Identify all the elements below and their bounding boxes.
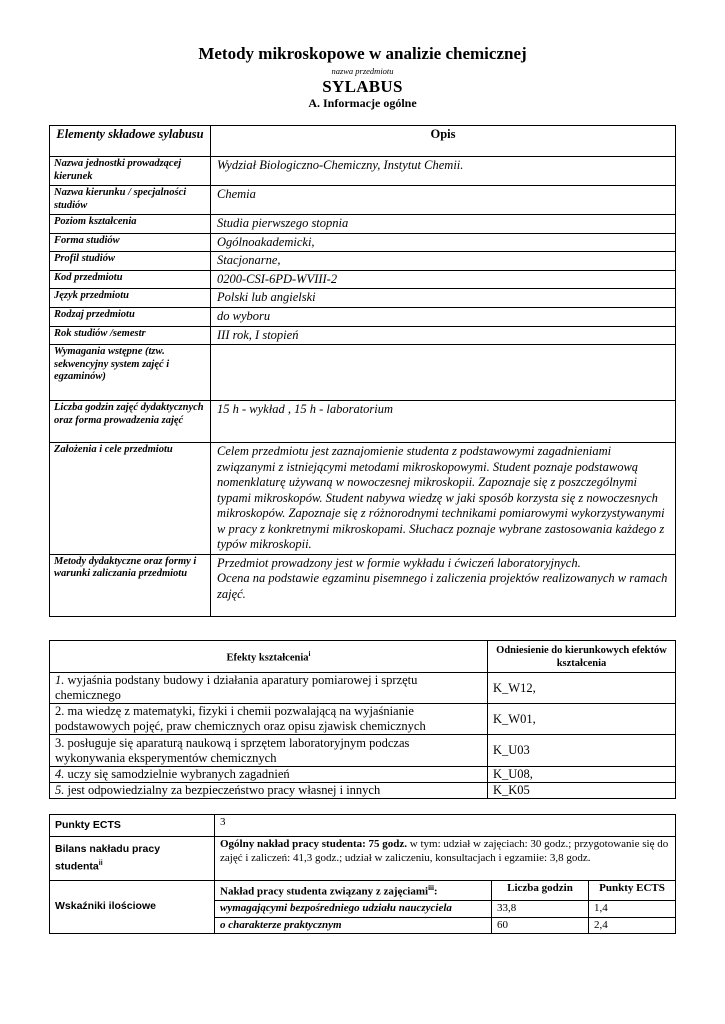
indicator-points: 1,4 bbox=[589, 901, 676, 918]
row-key: Język przedmiotu bbox=[50, 289, 211, 308]
table-row bbox=[50, 345, 676, 401]
row-key: Metody dydaktyczne oraz formy i warunki zaliczania przedmiotu bbox=[50, 554, 211, 616]
row-value bbox=[211, 345, 676, 401]
table-row bbox=[50, 815, 676, 837]
section-heading: A. Informacje ogólne bbox=[308, 96, 417, 110]
indicator-label: wymagającymi bezpośredniego udziału nauczyciela bbox=[215, 901, 492, 918]
table-header-row bbox=[50, 126, 676, 157]
table-row bbox=[50, 704, 676, 735]
table-row bbox=[50, 735, 676, 767]
table-row bbox=[50, 270, 676, 289]
indicator-hours: 60 bbox=[492, 917, 589, 934]
table-row bbox=[50, 837, 676, 881]
workload-total: Ogólny nakład pracy studenta: 75 godz. bbox=[220, 838, 408, 850]
row-key: Rok studiów /semestr bbox=[50, 326, 211, 345]
table-row bbox=[50, 554, 676, 616]
outcome-description: posługuje się aparaturą naukową i sprzętem laboratoryjnym podczas wykonywania eksperymentów chemicznych bbox=[55, 735, 410, 765]
row-key: Założenia i cele przedmiotu bbox=[50, 443, 211, 555]
outcome-description: jest odpowiedzialny za bezpieczeństwo pracy własnej i innych bbox=[67, 783, 381, 797]
table-row bbox=[50, 233, 676, 252]
row-value: do wyboru bbox=[211, 307, 676, 326]
row-value: Celem przedmiotu jest zaznajomienie studenta z podstawowymi zagadnieniami związanymi z istniejącymi metodami mikroskopowymi. Student poznaje podstawową nomenklaturę używaną w nowoczesnej mikroskopii. Zapoznaje się z poszczególnymi typami mikroskopów. Student nabywa wiedzę w jaki sposób korzysta się z nowoczesnych mikroskopów. Zapoznaje się z różnorodnymi technikami pomiarowymi wykorzystywanymi w pracy z konkretnymi mikroskopami. Słuchacz poznaje wybrane zastosowania każdego z typów mikroskopii. bbox=[211, 443, 676, 555]
column-header-elements: Elementy składowe sylabusu bbox=[50, 126, 211, 157]
outcome-text bbox=[50, 673, 488, 704]
table-row bbox=[50, 881, 676, 901]
outcome-description: wyjaśnia podstany budowy i działania aparatury pomiarowej i sprzętu chemicznego bbox=[55, 673, 418, 702]
ects-value: 3 bbox=[215, 815, 676, 837]
row-key: Profil studiów bbox=[50, 252, 211, 271]
column-header-outcomes bbox=[50, 641, 488, 673]
outcome-number: 5. bbox=[55, 783, 65, 797]
outcome-text bbox=[50, 767, 488, 783]
learning-outcomes-table bbox=[49, 640, 676, 799]
ects-label: Punkty ECTS bbox=[50, 815, 215, 837]
outcome-code: K_W12, bbox=[488, 673, 676, 704]
row-key: Rodzaj przedmiotu bbox=[50, 307, 211, 326]
row-value: Wydział Biologiczno-Chemiczny, Instytut Chemii. bbox=[211, 157, 676, 186]
outcome-number: 1. bbox=[55, 673, 65, 687]
table-row bbox=[50, 326, 676, 345]
indicator-label: o charakterze praktycznym bbox=[215, 917, 492, 934]
table-row bbox=[50, 157, 676, 186]
indicators-header-workload bbox=[215, 881, 492, 901]
indicator-hours: 33,8 bbox=[492, 901, 589, 918]
row-value: 15 h - wykład , 15 h - laboratorium bbox=[211, 401, 676, 443]
outcome-number: 4. bbox=[55, 767, 65, 781]
indicators-header-points: Punkty ECTS bbox=[589, 881, 676, 901]
table-row bbox=[50, 401, 676, 443]
table-row bbox=[50, 215, 676, 234]
workload-value bbox=[215, 837, 676, 881]
outcome-code: K_U03 bbox=[488, 735, 676, 767]
table-row bbox=[50, 673, 676, 704]
workload-details: w tym: udział w zajęciach: 30 godz.; przygotowanie się do zajęć i zaliczeń: 41,3 godz.; udział w zaliczeniu, konsultacjach i egzamiie: 3,8 godz. bbox=[220, 838, 669, 864]
outcome-number: 2. bbox=[55, 704, 65, 718]
outcome-text bbox=[50, 704, 488, 735]
table-row bbox=[50, 252, 676, 271]
table-row bbox=[50, 186, 676, 215]
document-subtitle: nazwa przedmiotu bbox=[331, 66, 394, 76]
outcome-code: K_U08, bbox=[488, 767, 676, 783]
row-value: Stacjonarne, bbox=[211, 252, 676, 271]
row-key: Liczba godzin zajęć dydaktycznych oraz forma prowadzenia zajęć bbox=[50, 401, 211, 443]
outcome-code: K_K05 bbox=[488, 783, 676, 799]
outcome-code: K_W01, bbox=[488, 704, 676, 735]
indicators-header-workload-text: Nakład pracy studenta związany z zajęciami bbox=[220, 885, 429, 898]
general-info-table bbox=[49, 125, 676, 617]
footnote-marker: i bbox=[308, 650, 311, 659]
ects-table bbox=[49, 814, 676, 934]
row-value bbox=[211, 554, 676, 616]
column-header-reference: Odniesienie do kierunkowych efektów kształcenia bbox=[488, 641, 676, 673]
row-value: 0200-CSI-6PD-WVIII-2 bbox=[211, 270, 676, 289]
table-row bbox=[50, 289, 676, 308]
row-value: Chemia bbox=[211, 186, 676, 215]
workload-label bbox=[50, 837, 215, 881]
row-key: Forma studiów bbox=[50, 233, 211, 252]
document-title: Metody mikroskopowe w analizie chemicznej bbox=[198, 44, 527, 63]
outcome-text bbox=[50, 783, 488, 799]
column-header-description: Opis bbox=[211, 126, 676, 157]
row-key: Wymagania wstępne (tzw. sekwencyjny system zajęć i egzaminów) bbox=[50, 345, 211, 401]
column-header-outcomes-label: Efekty kształcenia bbox=[226, 652, 309, 664]
row-key: Nazwa kierunku / specjalności studiów bbox=[50, 186, 211, 215]
row-value: Ogólnoakademicki, bbox=[211, 233, 676, 252]
row-value-line: Ocena na podstawie egzaminu pisemnego i zaliczenia projektów realizowanych w ramach zajęć. bbox=[217, 571, 668, 601]
outcome-description: uczy się samodzielnie wybranych zagadnień bbox=[67, 767, 290, 781]
table-row bbox=[50, 307, 676, 326]
indicator-points: 2,4 bbox=[589, 917, 676, 934]
row-value: Polski lub angielski bbox=[211, 289, 676, 308]
outcome-text bbox=[50, 735, 488, 767]
outcome-description: ma wiedzę z matematyki, fizyki i chemii pozwalającą na wyjaśnianie podstawowych pojęć, praw chemicznych oraz opisu zjawisk chemicznych bbox=[55, 704, 426, 733]
row-value-line: Przedmiot prowadzony jest w formie wykładu i ćwiczeń laboratoryjnych. bbox=[217, 555, 581, 570]
indicators-label: Wskaźniki ilościowe bbox=[50, 881, 215, 934]
table-row bbox=[50, 767, 676, 783]
row-value: III rok, I stopień bbox=[211, 326, 676, 345]
indicators-header-colon: : bbox=[433, 885, 438, 898]
workload-label-text: Bilans nakładu pracy studenta bbox=[55, 843, 161, 873]
outcome-number: 3. bbox=[55, 735, 65, 750]
table-header-row bbox=[50, 641, 676, 673]
table-row bbox=[50, 443, 676, 555]
sylabus-heading: SYLABUS bbox=[322, 77, 403, 96]
row-key: Kod przedmiotu bbox=[50, 270, 211, 289]
row-value: Studia pierwszego stopnia bbox=[211, 215, 676, 234]
table-row bbox=[50, 783, 676, 799]
indicators-header-hours: Liczba godzin bbox=[492, 881, 589, 901]
row-key: Poziom kształcenia bbox=[50, 215, 211, 234]
row-key: Nazwa jednostki prowadzącej kierunek bbox=[50, 157, 211, 186]
footnote-marker: iii bbox=[428, 884, 434, 892]
footnote-marker: ii bbox=[98, 859, 103, 867]
